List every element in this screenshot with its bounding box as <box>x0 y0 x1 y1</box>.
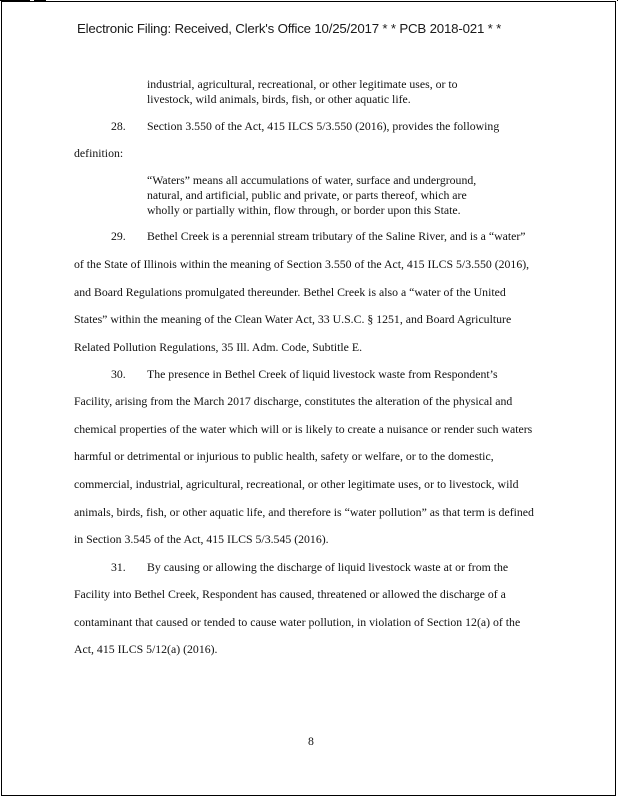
paragraph-line: Facility into Bethel Creek, Respondent has caused, threatened or allowed the discharge of a <box>74 587 506 601</box>
indented-quote-line: natural, and artificial, public and private, or parts thereof, which are <box>147 188 467 202</box>
paragraph-number: 28. <box>111 119 126 133</box>
paragraph-line: The presence in Bethel Creek of liquid livestock waste from Respondent’s <box>147 367 498 381</box>
paragraph-number: 29. <box>111 229 126 243</box>
corner-mark <box>0 0 30 1</box>
paragraph-line: States” within the meaning of the Clean Water Act, 33 U.S.C. § 1251, and Board Agriculture <box>74 312 512 326</box>
paragraph-line: animals, birds, fish, or other aquatic life, and therefore is “water pollution” as that term is defined <box>74 505 534 519</box>
paragraph-line: chemical properties of the water which will or is likely to create a nuisance or render such waters <box>74 422 533 436</box>
indented-quote-line: “Waters” means all accumulations of water, surface and underground, <box>147 173 477 187</box>
indented-quote-line: livestock, wild animals, birds, fish, or other aquatic life. <box>147 92 411 106</box>
paragraph-number: 31. <box>111 560 126 574</box>
corner-mark <box>617 0 618 1</box>
paragraph-line: definition: <box>74 146 124 160</box>
page-number: 8 <box>308 734 314 748</box>
paragraph-line: of the State of Illinois within the meaning of Section 3.550 of the Act, 415 ILCS 5/3.550 (2016), <box>74 257 530 271</box>
paragraph-line: Bethel Creek is a perennial stream tributary of the Saline River, and is a “water” <box>147 229 526 243</box>
paragraph-line: contaminant that caused or tended to cause water pollution, in violation of Section 12(a) of the <box>74 615 521 629</box>
indented-quote-line: wholly or partially within, flow through, or border upon this State. <box>147 203 461 217</box>
paragraph-line: Facility, arising from the March 2017 discharge, constitutes the alteration of the physical and <box>74 394 513 408</box>
paragraph-line: Related Pollution Regulations, 35 Ill. Adm. Code, Subtitle E. <box>74 340 363 354</box>
paragraph-number: 30. <box>111 367 126 381</box>
paragraph-line: By causing or allowing the discharge of liquid livestock waste at or from the <box>147 560 509 574</box>
paragraph-line: commercial, industrial, agricultural, recreational, or other legitimate uses, or to livestock, wild <box>74 477 519 491</box>
paragraph-line: and Board Regulations promulgated thereunder. Bethel Creek is also a “water of the United <box>74 285 506 299</box>
paragraph-line: Section 3.550 of the Act, 415 ILCS 5/3.550 (2016), provides the following <box>147 119 500 133</box>
electronic-filing-header: Electronic Filing: Received, Clerk's Office 10/25/2017 * * PCB 2018-021 * * <box>77 21 502 36</box>
corner-mark <box>34 0 46 1</box>
indented-quote-line: industrial, agricultural, recreational, or other legitimate uses, or to <box>147 77 458 91</box>
paragraph-line: Act, 415 ILCS 5/12(a) (2016). <box>74 642 218 656</box>
paragraph-line: harmful or detrimental or injurious to public health, safety or welfare, or to the domestic, <box>74 449 494 463</box>
paragraph-line: in Section 3.545 of the Act, 415 ILCS 5/3.545 (2016). <box>74 532 329 546</box>
